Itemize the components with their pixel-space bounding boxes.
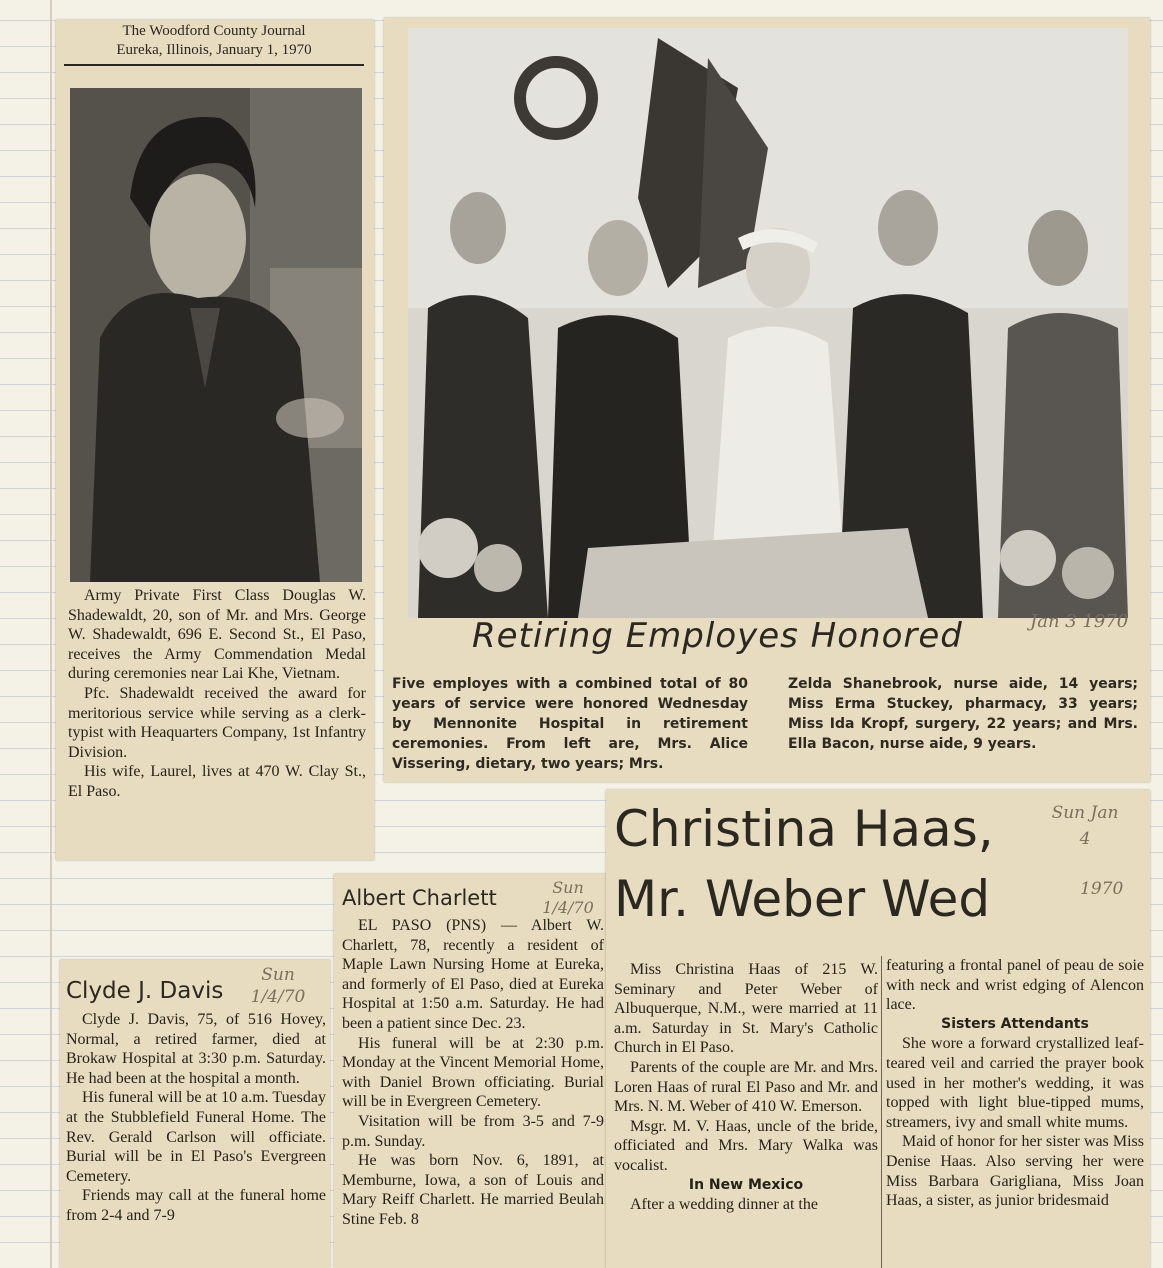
shadewaldt-caption-p3: His wife, Laurel, lives at 470 W. Clay St., El Paso.: [68, 763, 366, 800]
haas-clipping: [606, 790, 1150, 1268]
charlett-body-p1: EL PASO (PNS) — Albert W. Charlett, 78, recently a resident of Maple Lawn Nursing Home at Eureka, and formerly of El Paso, died at Eureka Hospital at 1:50 a.m. Saturday. He had been a patient since Dec. 23.: [342, 917, 604, 1032]
masthead-paper-name: The Woodford County Journal: [122, 23, 306, 39]
charlett-body-p3: Visitation will be from 3-5 and 7-9 p.m. Sunday.: [342, 1112, 604, 1150]
charlett-body-p2: His funeral will be at 2:30 p.m. Monday at the Vincent Memorial Home, with Daniel Brown officiating. Burial will be in Evergreen Cemetery.: [342, 1034, 604, 1111]
haas-col2-subhead: Sisters Attendants: [941, 1015, 1089, 1032]
davis-body: [66, 1010, 326, 1226]
shadewaldt-caption: [68, 586, 366, 802]
haas-headline-line2: Mr. Weber Wed: [614, 870, 991, 928]
haas-col2-p2: She wore a forward crystallized leaf-teared veil and carried the prayer book used in her mother's wedding, it was topped with light blue-tipped mums, streamers, ivy and small white mums.: [886, 1035, 1144, 1131]
retiring-caption-left: Five employes with a combined total of 80 years of service were honored Wednesday by Mennonite Hospital in retirement ceremonies. From left are, Mrs. Alice Vissering, dietary, two years; Mrs.: [392, 676, 748, 772]
retiring-clipping: [384, 18, 1150, 782]
haas-col1-p2: Parents of the couple are Mr. and Mrs. Loren Haas of rural El Paso and Mr. and Mrs. N. M. Weber of 410 W. Emerson.: [614, 1058, 878, 1116]
haas-col2-p1: featuring a frontal panel of peau de soie with neck and wrist edging of Alencon lace.: [886, 957, 1144, 1014]
charlett-clipping: [334, 874, 610, 1268]
charlett-body: [342, 916, 604, 1230]
charlett-body-p4: He was born Nov. 6, 1891, at Memburne, Iowa, a son of Louis and Mary Reiff Charlett. He married Beulah Stine Feb. 8: [342, 1152, 604, 1228]
soldier-photo: [70, 88, 362, 582]
haas-col1-p4: After a wedding dinner at the: [630, 1196, 818, 1214]
davis-body-p2: His funeral will be at 10 a.m. Tuesday at the Stubblefield Funeral Home. The Rev. Gerald Carlson will officiate. Burial will be in El Paso's Evergreen Cemetery.: [66, 1089, 326, 1185]
haas-col1-p3: Msgr. M. V. Haas, uncle of the bride, officiated and Mrs. Mary Walka was vocalist.: [614, 1117, 878, 1174]
charlett-headline: Albert Charlett: [342, 886, 497, 910]
retiring-headline: Retiring Employes Honored: [472, 616, 963, 656]
retiring-handwritten-date: Jan 3 1970: [1030, 611, 1129, 632]
shadewaldt-caption-p1: Army Private First Class Douglas W. Shadewaldt, 20, son of Mr. and Mrs. George W. Shadewaldt, 696 E. Second St., El Paso, receives the Army Commendation Medal during ceremonies near Lai Khe, Vietnam.: [68, 587, 366, 683]
shadewaldt-clipping: [56, 20, 374, 860]
margin-rule: [50, 0, 52, 1268]
charlett-handwritten-date: Sun 1/4/70: [542, 878, 594, 917]
soldier-figure-icon: [70, 88, 362, 582]
haas-handwritten-year: 1970: [1080, 879, 1124, 899]
shadewaldt-caption-p2: Pfc. Shadewaldt received the award for meritorious service while serving as a clerk-typist with Heaquarters Company, 1st Infantry Division.: [68, 684, 366, 761]
davis-handwritten-date: Sun 1/4/70: [250, 965, 306, 1007]
davis-body-p3: Friends may call at the funeral home from 2-4 and 7-9: [66, 1187, 326, 1224]
davis-headline: Clyde J. Davis: [66, 978, 224, 1004]
haas-col1-subhead: In New Mexico: [688, 1176, 804, 1193]
haas-col1-p1: Miss Christina Haas of 215 W. Seminary and Peter Weber of Albuquerque, N.M., were married at 11 a.m. Saturday in St. Mary's Catholic Church in El Paso.: [614, 961, 878, 1057]
davis-clipping: [60, 960, 330, 1268]
retiring-caption-right: Zelda Shanebrook, nurse aide, 14 years; Miss Erma Stuckey, pharmacy, 33 years; Miss Ida Kropf, surgery, 22 years; and Mrs. Ella Bacon, nurse aide, 9 years.: [788, 676, 1138, 752]
retiring-group-photo: [408, 28, 1128, 618]
davis-body-p1: Clyde J. Davis, 75, of 516 Hovey, Normal, a retired farmer, died at Brokaw Hospital at 3:30 p.m. Saturday. He had been at the hospital a month.: [66, 1011, 326, 1087]
masthead: [64, 22, 364, 66]
haas-column-2: [886, 956, 1144, 1211]
group-photo-icon: [408, 28, 1128, 618]
haas-headline-line1: Christina Haas,: [614, 800, 994, 858]
haas-column-1: [614, 960, 878, 1215]
masthead-place-date: Eureka, Illinois, January 1, 1970: [116, 42, 312, 58]
haas-col2-p3: Maid of honor for her sister was Miss Denise Haas. Also serving her were Miss Barbara Garigliana, Miss Joan Haas, a sister, as junior bridesmaid: [886, 1133, 1144, 1210]
haas-column-rule: [881, 956, 882, 1268]
haas-handwritten-date: Sun Jan 4: [1051, 803, 1119, 849]
